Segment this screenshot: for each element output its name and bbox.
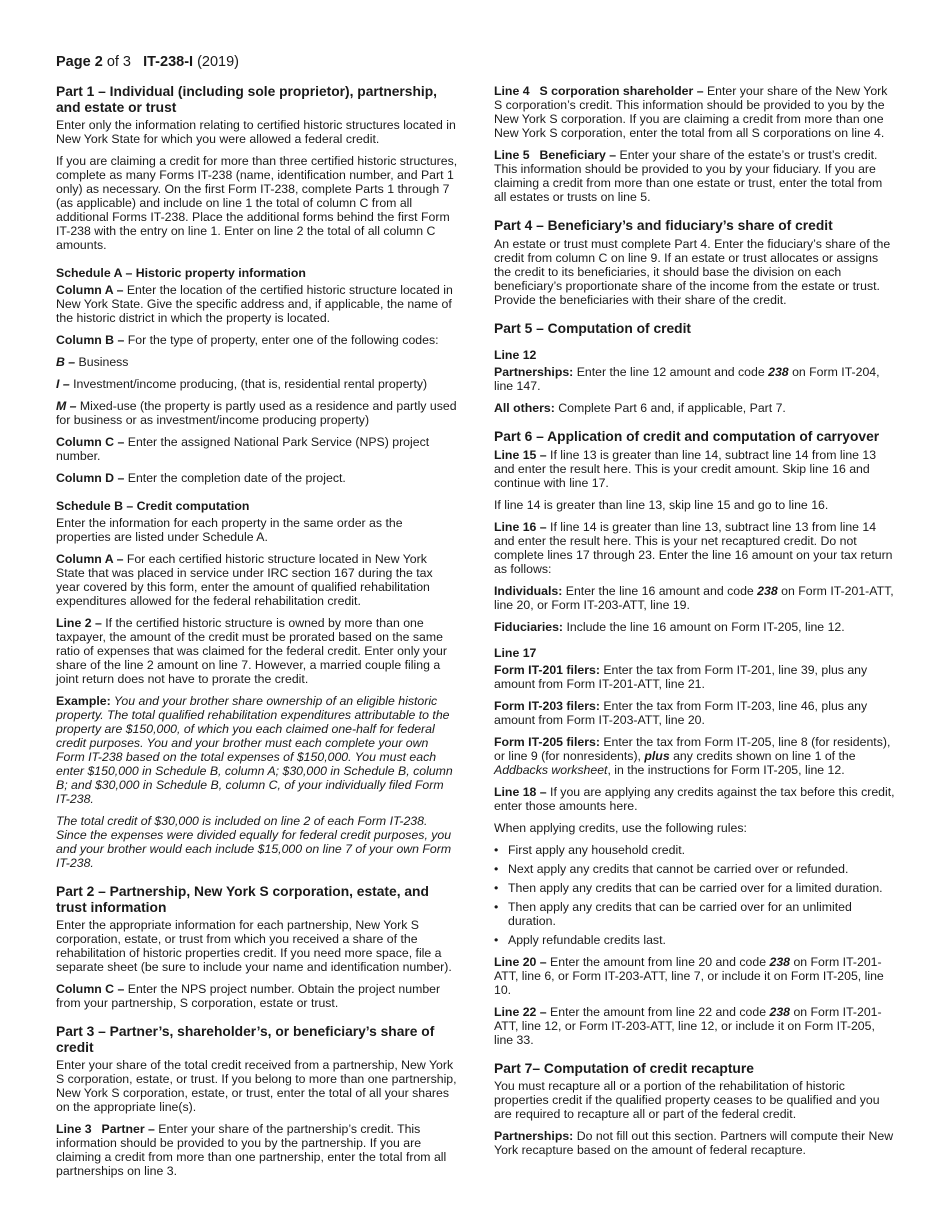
schedule-a-column-a: Column A – Enter the location of the certified historic structure located in New York State. Give the specific address and, if applicable, the name of the historic district in which the property is located. — [56, 283, 453, 325]
rules-list — [494, 843, 896, 947]
line-17-heading: Line 17 — [494, 645, 537, 660]
right-column — [494, 84, 896, 1165]
list-item: • Next apply any credits that cannot be carried over or refunded. — [494, 862, 896, 876]
it205-filers: Form IT-205 filers: Enter the tax from Form IT-205, line 8 (for residents), or line 9 (for nonresidents), plus any credits shown on line 1 of the Addbacks worksheet, in the instructions for Form IT-205, line 12. — [494, 734, 891, 777]
list-item: • Then apply any credits that can be carried over for an unlimited duration. — [494, 900, 896, 928]
part7-partnerships: Partnerships: Do not fill out this section. Partners will compute their New York recapture based on the amount of federal recapture. — [494, 1129, 894, 1157]
individuals: Individuals: Enter the line 16 amount and code 238 on Form IT-201-ATT, line 20, or Form IT-203-ATT, line 19. — [494, 583, 894, 612]
part1-heading: Part 1 – Individual (including sole proprietor), partnership, and estate or trust — [56, 84, 437, 115]
line-16: Line 16 – If line 14 is greater than line 13, subtract line 13 from line 14 and enter the result here. This is your net recaptured credit. Do not complete lines 17 through 23. Enter the line 16 amount on your tax return as follows: — [494, 519, 893, 576]
page-number: 2 — [94, 54, 103, 70]
line-5: Line 5 Beneficiary – Enter your share of the estate’s or trust’s credit. This information should be provided to you by your fiduciary. If you are claiming a credit from more than one estate or trust, enter the total from all estates or trusts on line 5. — [494, 148, 883, 204]
it203-filers: Form IT-203 filers: Enter the tax from Form IT-203, line 46, plus any amount from Form IT-203-ATT, line 20. — [494, 698, 868, 727]
page-header — [56, 54, 239, 70]
form-number: IT-238-I — [143, 54, 194, 70]
schedule-b-paragraph: Enter the information for each property in the same order as the properties are listed under Schedule A. — [56, 516, 403, 544]
part7-heading: Part 7– Computation of credit recapture — [494, 1060, 754, 1076]
part5-all-others: All others: Complete Part 6 and, if applicable, Part 7. — [494, 401, 786, 415]
list-item: • First apply any household credit. — [494, 843, 896, 857]
it201-filers: Form IT-201 filers: Enter the tax from Form IT-201, line 39, plus any amount from Form IT-201-ATT, line 21. — [494, 662, 868, 691]
part3-heading: Part 3 – Partner’s, shareholder’s, or beneficiary’s share of credit — [56, 1024, 435, 1055]
form-year: (2019) — [197, 54, 240, 70]
schedule-b-line-2: Line 2 – If the certified historic structure is owned by more than one taxpayer, the amount of the credit must be prorated based on the same ratio of expenses that was claimed for the federal credit. Enter only your share of the line 2 amount on line 7. However, a married couple filing a joint return does not have to prorate the credit. — [56, 616, 447, 686]
part1-paragraph-1: Enter only the information relating to certified historic structures located in New York State for which you were allowed a federal credit. — [56, 118, 456, 146]
line-15: Line 15 – If line 13 is greater than line 14, subtract line 14 from line 13 and enter the result here. This is your credit amount. Skip line 16 and continue with line 17. — [494, 447, 877, 490]
page-label: Page — [56, 54, 91, 70]
schedule-a-column-c: Column C – Enter the assigned National Park Service (NPS) project number. — [56, 435, 430, 463]
page-total: of 3 — [106, 54, 131, 70]
rules-intro: When applying credits, use the following rules: — [494, 820, 747, 835]
part2-heading: Part 2 – Partnership, New York S corporation, estate, and trust information — [56, 884, 429, 915]
schedule-b-column-a: Column A – For each certified historic structure located in New York State that was placed in service under IRC section 167 during the tax year covered by this form, enter the amount of qualified rehabilitation expenditures allowed for the federal rehabilitation credit. — [56, 552, 433, 608]
list-item: • Then apply any credits that can be carried over for a limited duration. — [494, 881, 896, 895]
line-20: Line 20 – Enter the amount from line 20 and code 238 on Form IT-201-ATT, line 6, or Form IT-203-ATT, line 7, or include it on Form IT-205, line 10. — [494, 954, 884, 997]
code-m: M – Mixed-use (the property is partly used as a residence and partly used for business or as investment/income producing property) — [56, 399, 457, 427]
code-i: I – Investment/income producing, (that is, residential rental property) — [56, 377, 428, 391]
part7-paragraph: You must recapture all or a portion of the rehabilitation of historic properties credit if the qualified property ceases to be qualified and you are required to recapture all or part of the federal credit. — [494, 1079, 880, 1121]
line-18: Line 18 – If you are applying any credits against the tax before this credit, enter those amounts here. — [494, 784, 895, 813]
line-15-skip: If line 14 is greater than line 13, skip line 15 and go to line 16. — [494, 497, 829, 512]
part2-column-c: Column C – Enter the NPS project number. Obtain the project number from your partnership, S corporation, estate or trust. — [56, 982, 441, 1010]
part4-paragraph: An estate or trust must complete Part 4. Enter the fiduciary’s share of the credit from column C on line 9. If an estate or trust allocates or assigns the credit to its beneficiaries, it should base the division on each beneficiary’s proportionate share of the income from the estate or trust. Provide the beneficiaries with their share of the credit. — [494, 236, 891, 307]
schedule-b-heading: Schedule B – Credit computation — [56, 499, 250, 513]
part3-line-3: Line 3 Partner – Enter your share of the partnership’s credit. This information should be provided to you by the partnership. If you are claiming a credit from more than one partnership, enter the total from all partnerships on line 3. — [56, 1122, 447, 1178]
example-paragraph-2: The total credit of $30,000 is included on line 2 of each Form IT-238. Since the expenses were divided equally for federal credit purposes, you and your brother would each include $15,000 on line 7 of your own Form IT-238. — [56, 814, 452, 870]
schedule-a-column-d: Column D – Enter the completion date of the project. — [56, 471, 346, 485]
left-column — [56, 84, 458, 1186]
line-12-heading: Line 12 — [494, 348, 537, 362]
part2-paragraph: Enter the appropriate information for each partnership, New York S corporation, estate, or trust from which you received a share of the rehabilitation of historic properties credit. If you need more space, file a separate sheet (be sure to include your name and identification number). — [56, 918, 452, 974]
line-22: Line 22 – Enter the amount from line 22 and code 238 on Form IT-201-ATT, line 12, or Form IT-203-ATT, line 12, or include it on Form IT-205, line 33. — [494, 1004, 882, 1047]
list-item: • Apply refundable credits last. — [494, 933, 896, 947]
fiduciaries: Fiduciaries: Include the line 16 amount on Form IT-205, line 12. — [494, 619, 845, 634]
part5-heading: Part 5 – Computation of credit — [494, 320, 692, 336]
schedule-a-column-b: Column B – For the type of property, enter one of the following codes: — [56, 333, 439, 347]
part5-partnerships: Partnerships: Enter the line 12 amount and code 238 on Form IT-204, line 147. — [494, 365, 880, 393]
example-paragraph: Example: You and your brother share ownership of an eligible historic property. The total qualified rehabilitation expenditures attributable to the property are $150,000, of which you each claimed one-half for federal credit purposes. You and your brother must each complete your own Form IT-238 based on the total expenses of $150,000. You must each enter $150,000 in Schedule B, column A; $30,000 in Schedule B, column B; and $30,000 in Schedule B, column C, of your individually filed Form IT-238. — [56, 694, 453, 806]
part6-heading: Part 6 – Application of credit and computation of carryover — [494, 429, 880, 444]
line-4: Line 4 S corporation shareholder – Enter your share of the New York S corporation’s credit. This information should be provided to you by the New York S corporation. If you are claiming a credit from more than one New York S corporation, enter the total from all S corporations on line 4. — [494, 84, 888, 140]
part3-paragraph: Enter your share of the total credit received from a partnership, New York S corporation, estate, or trust. If you belong to more than one partnership, New York S corporation, estate, or trust, enter the total of all your shares on the appropriate line(s). — [56, 1058, 457, 1114]
part4-heading: Part 4 – Beneficiary’s and fiduciary’s share of credit — [494, 218, 833, 233]
schedule-a-heading: Schedule A – Historic property information — [56, 266, 306, 280]
part1-paragraph-2: If you are claiming a credit for more than three certified historic structures, complete as many Forms IT-238 (name, identification number, and Part 1 only) as necessary. On the first Form IT-238, complete Parts 1 through 7 (as applicable) and include on line 1 the total of column C from all additional Forms IT-238. Place the additional forms behind the first Form IT-238 with the entry on line 1. Enter on line 2 the total of all column C amounts. — [56, 154, 458, 252]
code-b: B – Business — [56, 355, 129, 369]
